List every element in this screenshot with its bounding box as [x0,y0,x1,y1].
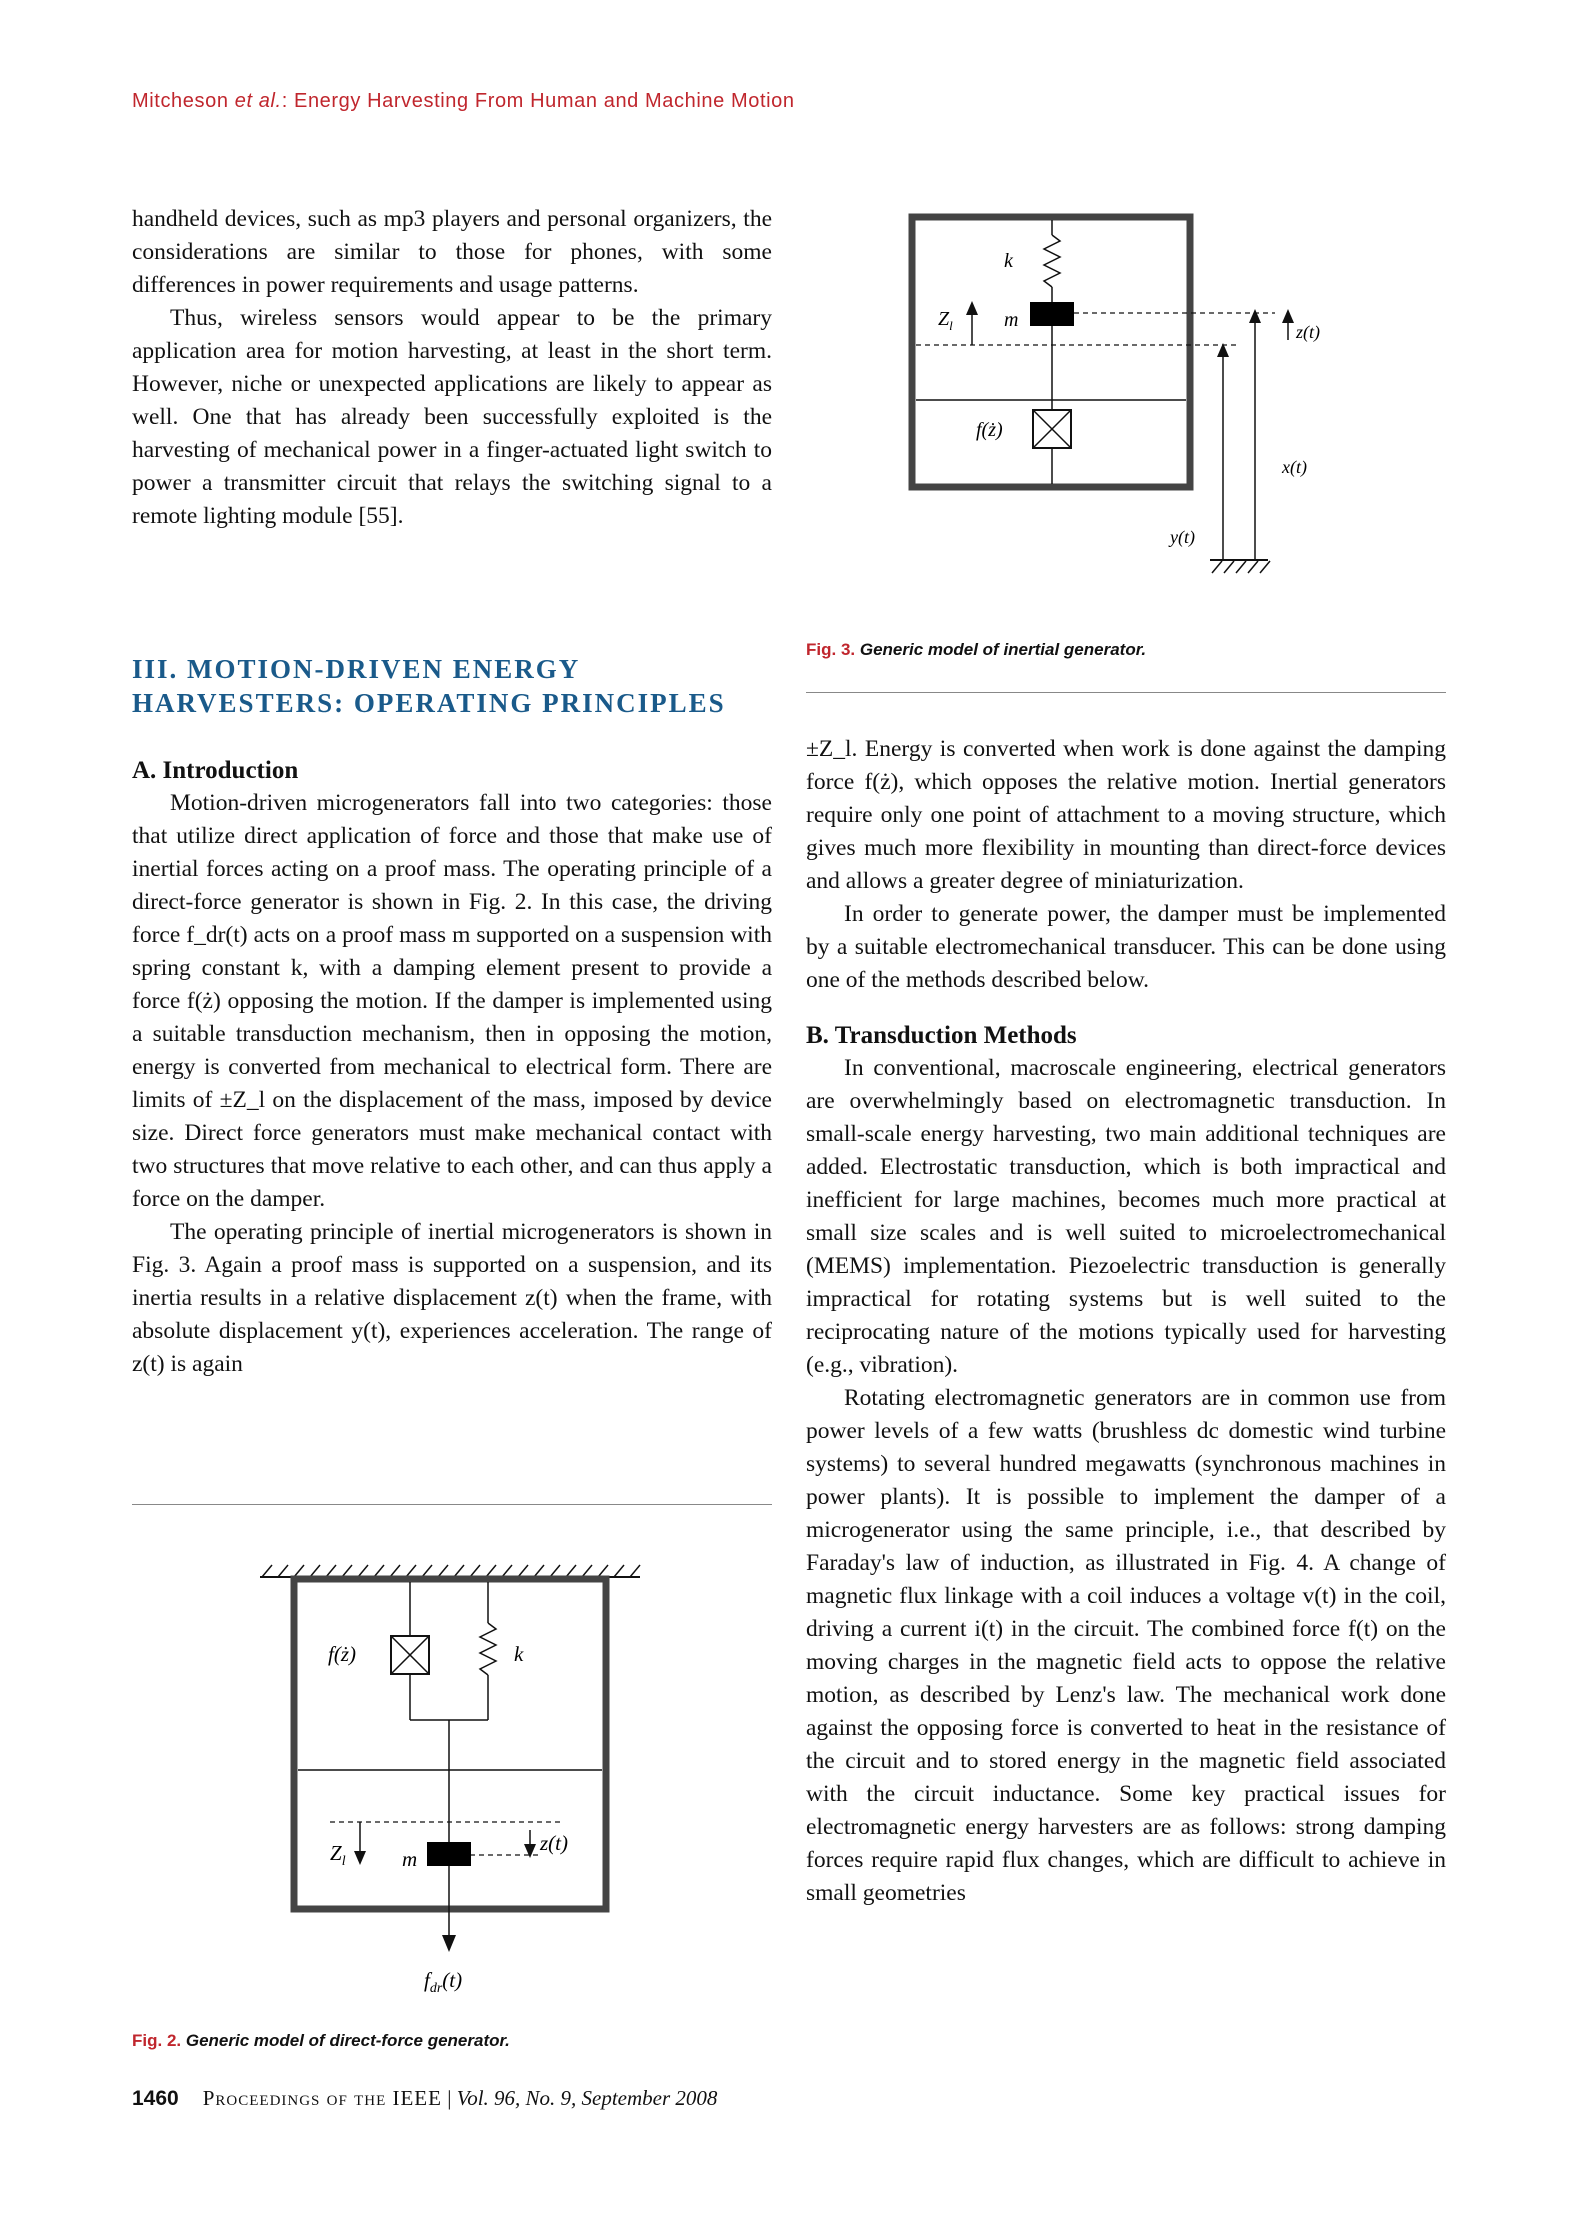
journal-name: Proceedings of the IEEE [202,2086,442,2110]
paragraph: handheld devices, such as mp3 players and personal organizers, the considerations are similar to those for phones, with some differences in power requirements and usage patterns. [132,206,772,298]
left-column-section-a [132,754,772,1381]
right-column [806,733,1446,1910]
page-footer [132,2086,717,2111]
fig2-fdr-sub: dr [429,1981,443,1996]
fig3-caption [806,640,1146,660]
running-header [132,90,795,113]
fig3-label-x: x(t) [1282,457,1307,477]
paragraph: The operating principle of inertial microgenerators is shown in Fig. 3. Again a proof mass is supported on a suspension, and its inertia results in a relative displacement z(t) when the frame, with absolute displacement y(t), experiences acceleration. The range of z(t) is again [132,1219,772,1377]
fig2-label-zl [330,1841,346,1869]
paragraph: In conventional, macroscale engineering, electrical generators are overwhelmingly based on electromagnetic transduction. In small-scale energy harvesting, two main additional techniques are added. Electrostatic transduction, which is both impractical and inefficient for large machines, becomes much more practical at small size scales and is well suited to microelectromechanical (MEMS) implementation. Piezoelectric transduction is generally impractical for rotating systems but is well suited to the reciprocating nature of the motions typically used for harvesting (e.g., vibration). [806,1055,1446,1378]
header-etal: et al. [234,90,282,112]
section-title: III. MOTION-DRIVEN ENERGY HARVESTERS: OPERATING PRINCIPLES [132,654,726,718]
fig3-label-zl [938,308,953,333]
fig3-label-y: y(t) [1170,527,1195,547]
footer-separator: | [441,2086,457,2110]
fig2-label-fdr [424,1968,462,1996]
header-title: : Energy Harvesting From Human and Machine Motion [281,90,795,112]
fig3-label-z: z(t) [1296,322,1320,342]
volume-info: Vol. 96, No. 9, September 2008 [456,2086,718,2110]
header-authors: Mitcheson [132,90,235,112]
fig3-label-damper: f(ż) [976,419,1003,441]
fig2-label-damper: f(ż) [328,1642,356,1666]
fig3-diagram [900,205,1320,605]
fig3-caption-label: Fig. 3. [806,640,856,659]
subsection-heading: A. Introduction [132,757,299,784]
fig2-zl-main: Z [330,1841,342,1865]
fig2-caption-label: Fig. 2. [132,2031,182,2050]
fig2-diagram [250,1555,660,2025]
fig2-fdr-arg: (t) [442,1968,463,1992]
figure-divider [806,692,1446,693]
paragraph: Motion-driven microgenerators fall into two categories: those that utilize direct application of force and those that make use of inertial forces acting on a proof mass. The operating principle of a direct-force generator is shown in Fig. 2. In this case, the driving force f_dr(t) acts on a proof mass m supported on a suspension with spring constant k, with a damping element present to provide a force f(ż) opposing the motion. If the damper is implemented using a suitable transduction mechanism, then in opposing the motion, energy is converted from mechanical to electrical form. There are limits of ±Z_l on the displacement of the mass, imposed by device size. Direct force generators must make mechanical contact with two structures that move relative to each other, and can thus apply a force on the damper. [132,790,772,1212]
fig2-caption-text: Generic model of direct-force generator. [185,2031,510,2050]
fig3-label-k: k [1004,250,1013,272]
paragraph: In order to generate power, the damper must be implemented by a suitable electromechanical transducer. This can be done using one of the methods described below. [806,901,1446,993]
fig3-zl-sub: l [949,318,953,333]
left-column-top [132,203,772,533]
fig2-fdr-main: f [424,1968,430,1992]
fig2-zl-sub: l [341,1854,346,1869]
fig2-caption [132,2031,510,2051]
fig2-label-m: m [402,1847,418,1871]
figure-divider [132,1504,772,1505]
subsection-heading: B. Transduction Methods [806,1022,1077,1049]
paragraph: Rotating electromagnetic generators are in common use from power levels of a few watts (brushless dc domestic wind turbine systems) to several hundred megawatts (synchronous machines in power plants). It is possible to implement the damper of a microgenerator using the same principle, i.e., that described by Faraday's law of induction, as illustrated in Fig. 4. A change of magnetic flux linkage with a coil induces a voltage v(t) in the coil, driving a current i(t) in the circuit. The combined force f(t) on the moving charges in the magnetic field acts to oppose the relative motion, as described by Lenz's law. The mechanical work done against the opposing force is converted to heat in the resistance of the circuit and to stored energy in the magnetic field associated with the circuit inductance. Some key practical issues for electromagnetic energy harvesters are as follows: strong damping forces require rapid flux changes, which are difficult to achieve in small geometries [806,1385,1446,1906]
paragraph: ±Z_l. Energy is converted when work is done against the damping force f(ż), which opposes the relative motion. Inertial generators require only one point of attachment to a moving structure, which gives much more flexibility in mounting than direct-force devices and allows a greater degree of miniaturization. [806,736,1446,894]
page-number: 1460 [132,2087,179,2110]
fig2-label-k: k [514,1642,524,1666]
fig3-caption-text: Generic model of inertial generator. [859,640,1147,659]
fig3-zl-main: Z [938,308,950,330]
fig3-label-m: m [1004,309,1019,331]
paragraph: Thus, wireless sensors would appear to be the primary application area for motion harvesting, at least in the short term. However, niche or unexpected applications are likely to appear as well. One that has already been successfully exploited is the harvesting of mechanical power in a finger-actuated light switch to power a transmitter circuit that relays the switching signal to a remote lighting module [55]. [132,305,772,529]
fig2-label-z: z(t) [540,1831,568,1855]
